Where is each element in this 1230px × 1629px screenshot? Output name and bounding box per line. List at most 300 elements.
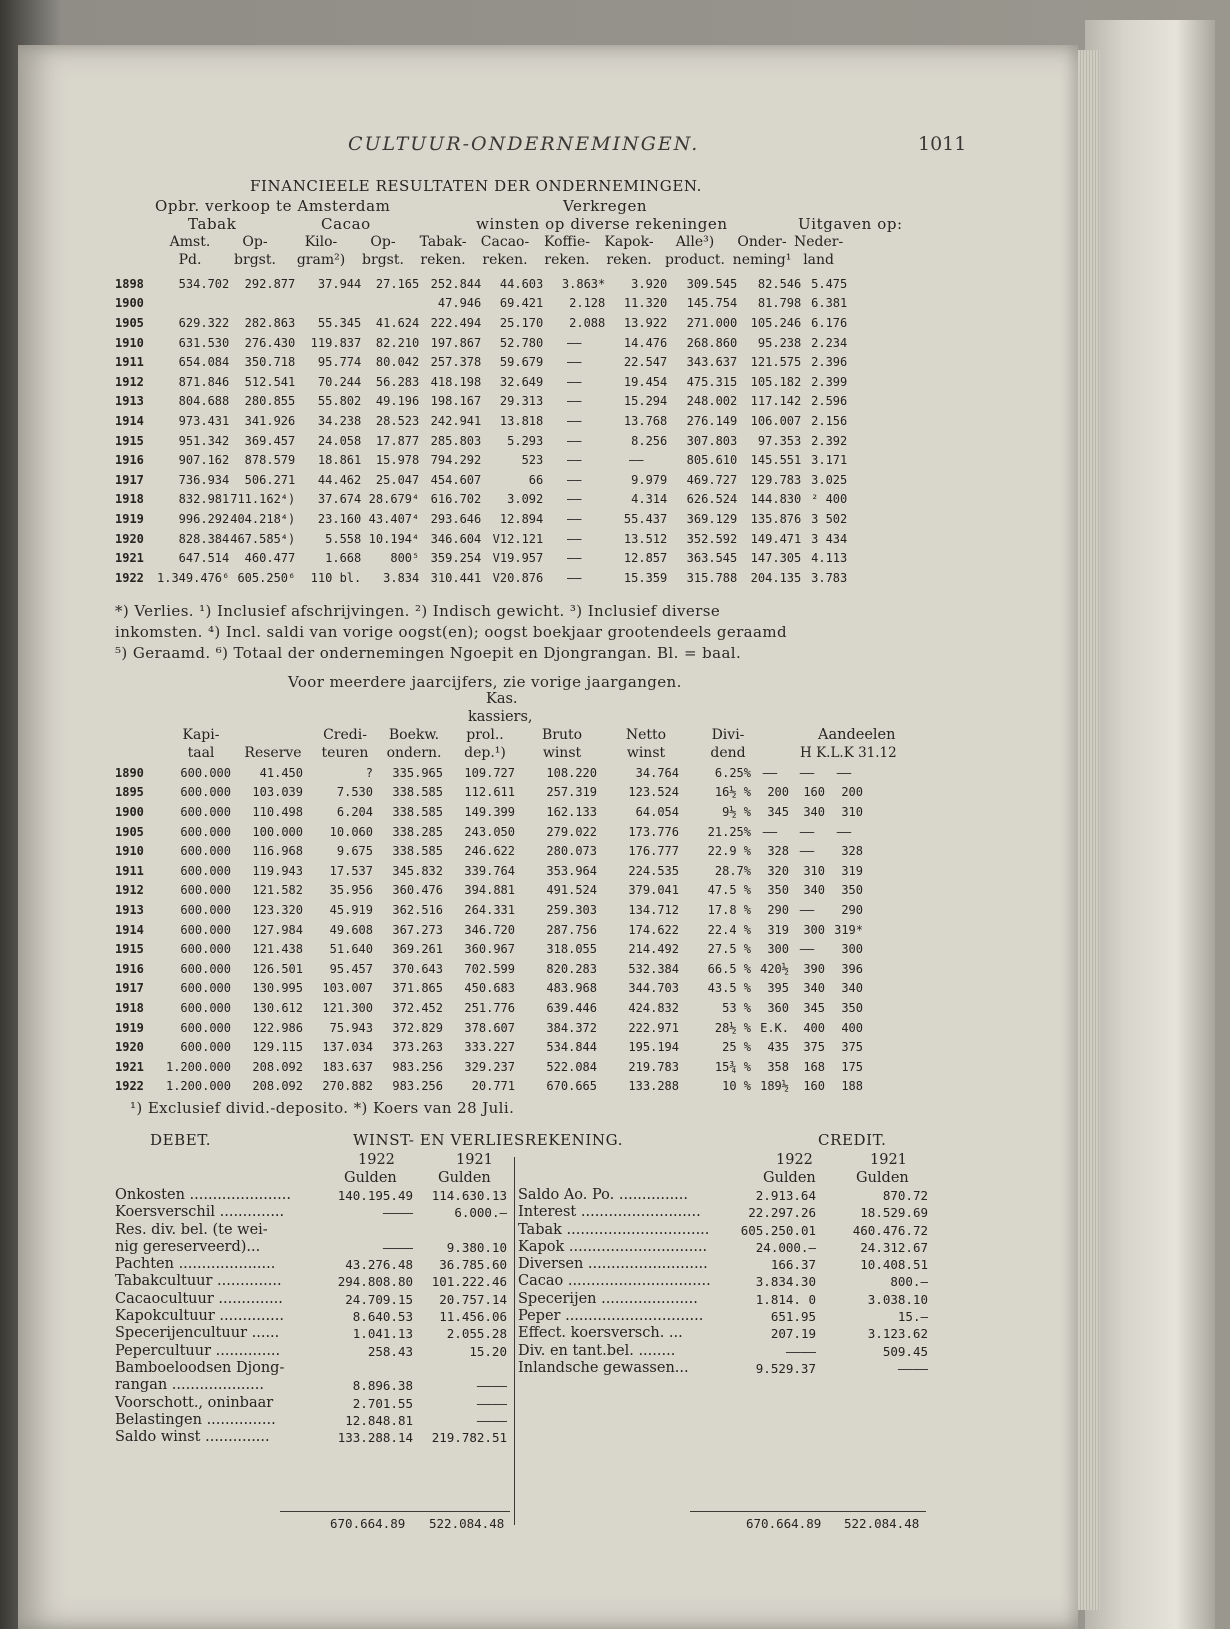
table-cell: 307.803 xyxy=(686,433,738,448)
table-cell: 329.237 xyxy=(464,1059,515,1074)
table-cell: 270.882 xyxy=(322,1079,373,1094)
table-cell: 248.002 xyxy=(686,394,738,409)
account-value-1: 3.834.30 xyxy=(755,1274,816,1290)
account-row xyxy=(518,1308,928,1325)
account-value-2: 509.45 xyxy=(882,1343,928,1359)
table-cell: 41.624 xyxy=(375,315,420,330)
table-cell: 43.407⁴ xyxy=(368,511,420,526)
row-year: 1913 xyxy=(115,902,144,917)
table-cell: 800⁵ xyxy=(390,551,420,566)
account-label: Div. en tant.bel. ........ xyxy=(518,1342,676,1359)
t2-header-row xyxy=(166,744,766,762)
account-value-1: 43.276.48 xyxy=(345,1257,413,1273)
table-cell: 27.5 % xyxy=(707,942,751,957)
table-cell: 243.050 xyxy=(464,824,515,839)
table-cell: 95.238 xyxy=(757,335,802,350)
acct-credit-total-rule xyxy=(690,1511,926,1512)
table-cell: 396 xyxy=(841,961,863,976)
table-cell: 37.674 xyxy=(317,492,362,507)
row-year: 1917 xyxy=(115,981,144,996)
table-cell: 271.000 xyxy=(686,315,738,330)
table-cell: 375 xyxy=(803,1040,825,1055)
account-value-2: 870.72 xyxy=(882,1188,928,1203)
t2-column-header: winst xyxy=(542,745,582,761)
table-cell: 105.182 xyxy=(750,374,802,389)
table-cell: 631.530 xyxy=(178,335,230,350)
t2-column-header: taal xyxy=(187,745,215,761)
table-cell: 346.604 xyxy=(430,531,482,546)
row-year: 1913 xyxy=(115,394,144,409)
table-cell: 15.359 xyxy=(623,570,668,585)
table-cell: 13.818 xyxy=(499,413,544,428)
account-row xyxy=(518,1256,928,1273)
table-cell: 338.585 xyxy=(392,804,443,819)
table-cell: 335.965 xyxy=(392,765,443,780)
t2-column-header: Divi- xyxy=(711,727,745,743)
t2-column-header: Reserve xyxy=(244,745,302,761)
table-cell: 97.353 xyxy=(757,433,802,448)
t1-group-opbr: Opbr. verkoop te Amsterdam xyxy=(155,197,391,215)
table-row xyxy=(115,509,847,529)
acct-center-rule xyxy=(514,1157,515,1525)
account-row xyxy=(115,1291,511,1308)
acct-credit-total-2: 522.084.48 xyxy=(844,1516,920,1531)
table-cell: 951.342 xyxy=(178,433,230,448)
table-cell: 175 xyxy=(841,1059,863,1074)
account-label: Specerijen ..................... xyxy=(518,1290,698,1307)
account-row xyxy=(518,1360,928,1377)
table-cell: —— xyxy=(567,511,582,526)
table-cell: 24.058 xyxy=(317,433,362,448)
t1-column-header: reken. xyxy=(420,252,466,268)
row-year: 1914 xyxy=(115,413,144,428)
table-cell: 300 xyxy=(841,942,863,957)
table-row xyxy=(115,783,863,803)
row-year: 1916 xyxy=(115,453,144,468)
book-page xyxy=(18,45,1078,1629)
t1-header-row xyxy=(158,233,843,251)
table-cell: —— xyxy=(836,765,852,780)
table-row xyxy=(115,1077,863,1097)
t1-column-header: Onder- xyxy=(737,234,787,250)
table-cell: 420½ xyxy=(760,961,789,976)
table-cell: 605.250⁶ xyxy=(237,570,296,585)
table-row xyxy=(115,470,847,490)
table-cell: 600.000 xyxy=(180,942,231,957)
t2-column-header: ondern. xyxy=(386,745,442,761)
account-label: Inlandsche gewassen... xyxy=(518,1359,689,1376)
table-cell: 130.995 xyxy=(252,981,303,996)
account-value-1: 8.896.38 xyxy=(352,1378,413,1394)
table-row xyxy=(115,900,863,920)
table-cell: 197.867 xyxy=(430,335,482,350)
account-label: Koersverschil .............. xyxy=(115,1204,285,1221)
table-cell: 25.047 xyxy=(375,472,420,487)
t1-column-header: Kilo- xyxy=(304,234,338,250)
t1-note-3: ⁵) Geraamd. ⁶) Totaal der ondernemingen Ngoepit en Djongrangan. Bl. = baal. xyxy=(115,644,742,662)
table-cell: 149.471 xyxy=(750,531,802,546)
table-cell: 340 xyxy=(803,804,825,819)
t1-column-header: reken. xyxy=(606,252,652,268)
table-cell: 400 xyxy=(841,1020,863,1035)
table-cell: 532.384 xyxy=(628,961,679,976)
account-value-2: ———— xyxy=(476,1395,507,1411)
t1-column-header: reken. xyxy=(544,252,590,268)
table-row xyxy=(115,431,847,451)
t1-see-also: Voor meerdere jaarcijfers, zie vorige jaargangen. xyxy=(288,673,682,691)
table-cell: 469.727 xyxy=(686,472,738,487)
table-cell: 309.545 xyxy=(686,276,738,291)
table-cell: 424.832 xyxy=(628,1000,679,1015)
table-cell: 3.834 xyxy=(383,570,420,585)
table-cell: V12.121 xyxy=(492,531,544,546)
table-cell: 55.437 xyxy=(623,511,668,526)
table-cell: 264.331 xyxy=(464,902,515,917)
table-cell: 279.022 xyxy=(546,824,597,839)
acct-credit-total-1: 670.664.89 xyxy=(746,1516,822,1531)
table-cell: 2.399 xyxy=(811,374,848,389)
account-label: Interest .......................... xyxy=(518,1204,701,1221)
table-cell: 47.946 xyxy=(437,296,482,311)
table-cell: 28.679⁴ xyxy=(368,492,420,507)
table-cell: 200 xyxy=(767,785,789,800)
table-cell: 200 xyxy=(841,785,863,800)
account-value-1: ———— xyxy=(785,1343,816,1359)
table-cell: 160 xyxy=(803,785,825,800)
acct-credit: CREDIT. xyxy=(818,1131,887,1149)
table-cell: 359.254 xyxy=(430,551,482,566)
table-cell: 639.446 xyxy=(546,1000,597,1015)
table-cell: 119.837 xyxy=(310,335,362,350)
table-cell: 805.610 xyxy=(686,453,738,468)
table-row xyxy=(115,450,847,470)
t1-note-1: *) Verlies. ¹) Inclusief afschrijvingen. ²) Indisch gewicht. ³) Inclusief diverse xyxy=(115,602,721,620)
table-cell: 534.844 xyxy=(546,1040,597,1055)
table-cell: 257.378 xyxy=(430,355,482,370)
account-value-2: 114.630.13 xyxy=(431,1188,507,1203)
table-cell: —— xyxy=(799,844,815,859)
row-year: 1921 xyxy=(115,551,144,566)
table-cell: 360.476 xyxy=(392,883,443,898)
table-row xyxy=(115,861,863,881)
account-value-2: 101.222.46 xyxy=(431,1274,507,1290)
table-cell: 647.514 xyxy=(178,551,230,566)
table-cell: 352.592 xyxy=(686,531,738,546)
table-cell: 47.5 % xyxy=(707,883,751,898)
account-value-2: 3.038.10 xyxy=(867,1291,928,1307)
t1-column-header: Pd. xyxy=(178,252,202,268)
table-cell: 372.452 xyxy=(392,1000,443,1015)
t2-column-headers xyxy=(166,726,766,762)
account-value-2: 3.123.62 xyxy=(867,1326,928,1342)
account-value-1: 24.000.— xyxy=(755,1239,816,1255)
table-cell: —— xyxy=(567,355,582,370)
table-cell: 268.860 xyxy=(686,335,738,350)
table-cell: 454.607 xyxy=(430,472,482,487)
table-cell: 37.944 xyxy=(317,276,362,291)
account-row xyxy=(115,1273,511,1290)
t2-column-header xyxy=(236,726,310,744)
row-year: 1905 xyxy=(115,824,144,839)
acct-debit-year-1: 1922 xyxy=(358,1152,395,1168)
table-cell: 126.501 xyxy=(252,961,303,976)
acct-credit-unit-1: Gulden xyxy=(763,1170,816,1186)
account-row xyxy=(115,1308,511,1325)
acct-title: WINST- EN VERLIESREKENING. xyxy=(353,1131,624,1149)
t2-column-header: Kapi- xyxy=(182,727,220,743)
account-label: Bamboeloodsen Djong- xyxy=(115,1359,285,1376)
acct-debit-column xyxy=(115,1187,511,1446)
acct-credit-year-1: 1922 xyxy=(776,1152,813,1168)
t2-kas-header-2: kassiers, xyxy=(468,709,533,725)
table-row xyxy=(115,881,863,901)
table-cell: 105.246 xyxy=(750,315,802,330)
table-cell: 10 % xyxy=(722,1079,751,1094)
account-value-2: 6.000.— xyxy=(454,1205,507,1221)
table-cell: 418.198 xyxy=(430,374,482,389)
table-cell: 2.088 xyxy=(569,315,606,330)
table-cell: 43.5 % xyxy=(707,981,751,996)
table-cell: 56.283 xyxy=(375,374,420,389)
table-cell: 29.313 xyxy=(499,394,544,409)
table-cell: 293.646 xyxy=(430,511,482,526)
t1-column-header: Kapok- xyxy=(604,234,654,250)
table-cell: 13.512 xyxy=(623,531,668,546)
table-cell: —— xyxy=(567,335,582,350)
table-cell: 280.855 xyxy=(244,394,296,409)
table-cell: 345 xyxy=(803,1000,825,1015)
table-cell: 300 xyxy=(767,942,789,957)
table-cell: 257.319 xyxy=(546,785,597,800)
table-cell: 315.788 xyxy=(686,570,738,585)
account-row xyxy=(518,1187,928,1204)
table-cell: 22.547 xyxy=(623,355,668,370)
table-row xyxy=(115,411,847,431)
account-value-1: ———— xyxy=(382,1205,413,1221)
table-cell: 871.846 xyxy=(178,374,230,389)
table-cell: 81.798 xyxy=(757,296,802,311)
table-cell: 629.322 xyxy=(178,315,230,330)
table-cell: 1.200.000 xyxy=(165,1079,231,1094)
account-value-1: 22.297.26 xyxy=(748,1205,816,1221)
t2-column-header: prol.. xyxy=(466,727,504,743)
table-cell: 702.599 xyxy=(464,961,515,976)
table-cell: 162.133 xyxy=(546,804,597,819)
row-year: 1910 xyxy=(115,844,144,859)
table-cell: 1.200.000 xyxy=(165,1059,231,1074)
table-row xyxy=(115,490,847,510)
table-cell: 475.315 xyxy=(686,374,738,389)
table-cell: 144.830 xyxy=(750,492,802,507)
table-cell: 134.712 xyxy=(628,902,679,917)
table-cell: 522.084 xyxy=(546,1059,597,1074)
table-cell: 3.092 xyxy=(507,492,544,507)
table-row xyxy=(115,274,847,294)
table-cell: 11.320 xyxy=(623,296,668,311)
account-value-1: 24.709.15 xyxy=(345,1291,413,1307)
table-cell: 12.894 xyxy=(499,511,544,526)
table-cell: —— xyxy=(567,394,582,409)
table-cell: 6.25% xyxy=(714,765,751,780)
table-cell: 319* xyxy=(834,922,863,937)
table-cell: ² 400 xyxy=(811,492,848,507)
account-value-2: 219.782.51 xyxy=(431,1430,507,1446)
table-cell: 25 % xyxy=(722,1040,751,1055)
table-cell: 28.7% xyxy=(714,863,751,878)
table-cell: 280.073 xyxy=(546,844,597,859)
table-cell: 52.780 xyxy=(499,335,544,350)
table-cell: 600.000 xyxy=(180,1020,231,1035)
table-cell: 5.475 xyxy=(811,276,848,291)
account-value-2: 460.476.72 xyxy=(852,1222,928,1238)
table-cell: 369.457 xyxy=(244,433,296,448)
account-value-2: 24.312.67 xyxy=(860,1239,928,1255)
table-cell: 820.283 xyxy=(546,961,597,976)
table-cell: 828.384 xyxy=(178,531,230,546)
table-cell: 523 xyxy=(521,453,544,468)
table-cell: 103.039 xyxy=(252,785,303,800)
t1-column-header: gram²) xyxy=(296,252,346,268)
t2-column-header: dep.¹) xyxy=(464,745,506,761)
table-row xyxy=(115,841,863,861)
table-cell: 404.218⁴) xyxy=(230,511,296,526)
table-cell: 338.585 xyxy=(392,844,443,859)
account-value-1: 166.37 xyxy=(770,1257,816,1273)
table-cell: 23.160 xyxy=(317,511,362,526)
table-cell: 345 xyxy=(767,804,789,819)
account-label: Cacaocultuur .............. xyxy=(115,1290,283,1307)
table-cell: 626.524 xyxy=(686,492,738,507)
account-row xyxy=(115,1412,511,1429)
account-label: Diversen .......................... xyxy=(518,1256,708,1273)
table-cell: 145.754 xyxy=(686,296,738,311)
table-cell: —— xyxy=(567,492,582,507)
table-cell: 198.167 xyxy=(430,394,482,409)
table-row xyxy=(115,392,847,412)
table-cell: 318.055 xyxy=(546,942,597,957)
table-cell: 328 xyxy=(841,844,863,859)
acct-debet: DEBET. xyxy=(150,1131,212,1149)
table-cell: 28.523 xyxy=(375,413,420,428)
table-cell: 17.537 xyxy=(329,863,373,878)
account-value-2: 20.757.14 xyxy=(439,1291,507,1307)
table-row xyxy=(115,1057,863,1077)
table-row xyxy=(115,959,863,979)
row-year: 1910 xyxy=(115,335,144,350)
table-cell: 506.271 xyxy=(244,472,296,487)
t1-column-header: Op- xyxy=(370,234,396,250)
table-row xyxy=(115,372,847,392)
account-value-1: 2.701.55 xyxy=(352,1395,413,1411)
account-label: Saldo winst .............. xyxy=(115,1429,270,1446)
table-cell: 6.176 xyxy=(811,315,848,330)
table-cell: 189½ xyxy=(760,1079,789,1094)
table-row xyxy=(115,763,863,783)
row-year: 1900 xyxy=(115,804,144,819)
table-cell: 129.115 xyxy=(252,1040,303,1055)
table-cell: 372.829 xyxy=(392,1020,443,1035)
table-cell: 59.679 xyxy=(499,355,544,370)
table-cell: 133.288 xyxy=(628,1079,679,1094)
row-year: 1911 xyxy=(115,863,144,878)
table-cell: 25.170 xyxy=(499,315,544,330)
table-cell: 711.162⁴) xyxy=(230,492,296,507)
table-cell: ? xyxy=(365,765,373,780)
table-cell: 285.803 xyxy=(430,433,482,448)
table-cell: 252.844 xyxy=(430,276,482,291)
table-cell: 137.034 xyxy=(322,1040,373,1055)
table-cell: 3.025 xyxy=(811,472,848,487)
t2-column-header: Credi- xyxy=(323,727,367,743)
table-cell: 2.396 xyxy=(811,355,848,370)
table-cell: 350.718 xyxy=(244,355,296,370)
table-cell: 350 xyxy=(767,883,789,898)
table-cell: 135.876 xyxy=(750,511,802,526)
table-cell: 129.783 xyxy=(750,472,802,487)
table-cell: 16½ % xyxy=(714,785,751,800)
table-cell: 9.675 xyxy=(336,844,373,859)
t1-header-row xyxy=(158,251,843,269)
table-cell: 2.234 xyxy=(811,335,848,350)
t1-column-header: neming¹ xyxy=(732,252,792,268)
table-cell: 346.720 xyxy=(464,922,515,937)
account-row xyxy=(115,1222,511,1239)
account-value-1: 207.19 xyxy=(770,1326,816,1342)
account-value-2: 36.785.60 xyxy=(439,1257,507,1273)
t2-column-header: Boekw. xyxy=(388,727,440,743)
row-year: 1912 xyxy=(115,374,144,389)
table-cell: 369.261 xyxy=(392,942,443,957)
account-value-1: 258.43 xyxy=(367,1343,413,1359)
account-value-1: 12.848.81 xyxy=(345,1412,413,1428)
table-cell: 600.000 xyxy=(180,961,231,976)
account-value-2: ———— xyxy=(476,1378,507,1394)
table-cell: 290 xyxy=(841,902,863,917)
table-cell: 367.273 xyxy=(392,922,443,937)
account-row xyxy=(115,1187,511,1204)
table-cell: 736.934 xyxy=(178,472,230,487)
table-cell: 130.612 xyxy=(252,1000,303,1015)
table-cell: —— xyxy=(567,472,582,487)
table-cell: 15.978 xyxy=(375,453,420,468)
table-cell: 51.640 xyxy=(329,942,373,957)
table-cell: 341.926 xyxy=(244,413,296,428)
table-cell: 483.968 xyxy=(546,981,597,996)
table-cell: 21.25% xyxy=(707,824,751,839)
table-cell: 804.688 xyxy=(178,394,230,409)
table-cell: 534.702 xyxy=(178,276,230,291)
table-cell: 13.922 xyxy=(623,315,668,330)
acct-credit-unit-2: Gulden xyxy=(856,1170,909,1186)
acct-debit-total-2: 522.084.48 xyxy=(429,1516,505,1531)
table-cell: 794.292 xyxy=(430,453,482,468)
table-row xyxy=(115,529,847,549)
table-cell: 108.220 xyxy=(546,765,597,780)
table-cell: 878.579 xyxy=(244,453,296,468)
table-row xyxy=(115,920,863,940)
account-label: Tabak ............................... xyxy=(518,1221,710,1238)
account-label: Pachten ..................... xyxy=(115,1256,276,1273)
table-cell: 95.774 xyxy=(317,355,362,370)
table-cell: 80.042 xyxy=(375,355,420,370)
table-row xyxy=(115,979,863,999)
table-cell: 363.545 xyxy=(686,551,738,566)
table-cell: 996.292 xyxy=(178,511,230,526)
account-label: Effect. koersversch. ... xyxy=(518,1325,683,1342)
t2-aandeelen-header: Aandeelen xyxy=(818,727,896,743)
running-head xyxy=(18,133,1078,159)
acct-debit-year-2: 1921 xyxy=(456,1152,493,1168)
